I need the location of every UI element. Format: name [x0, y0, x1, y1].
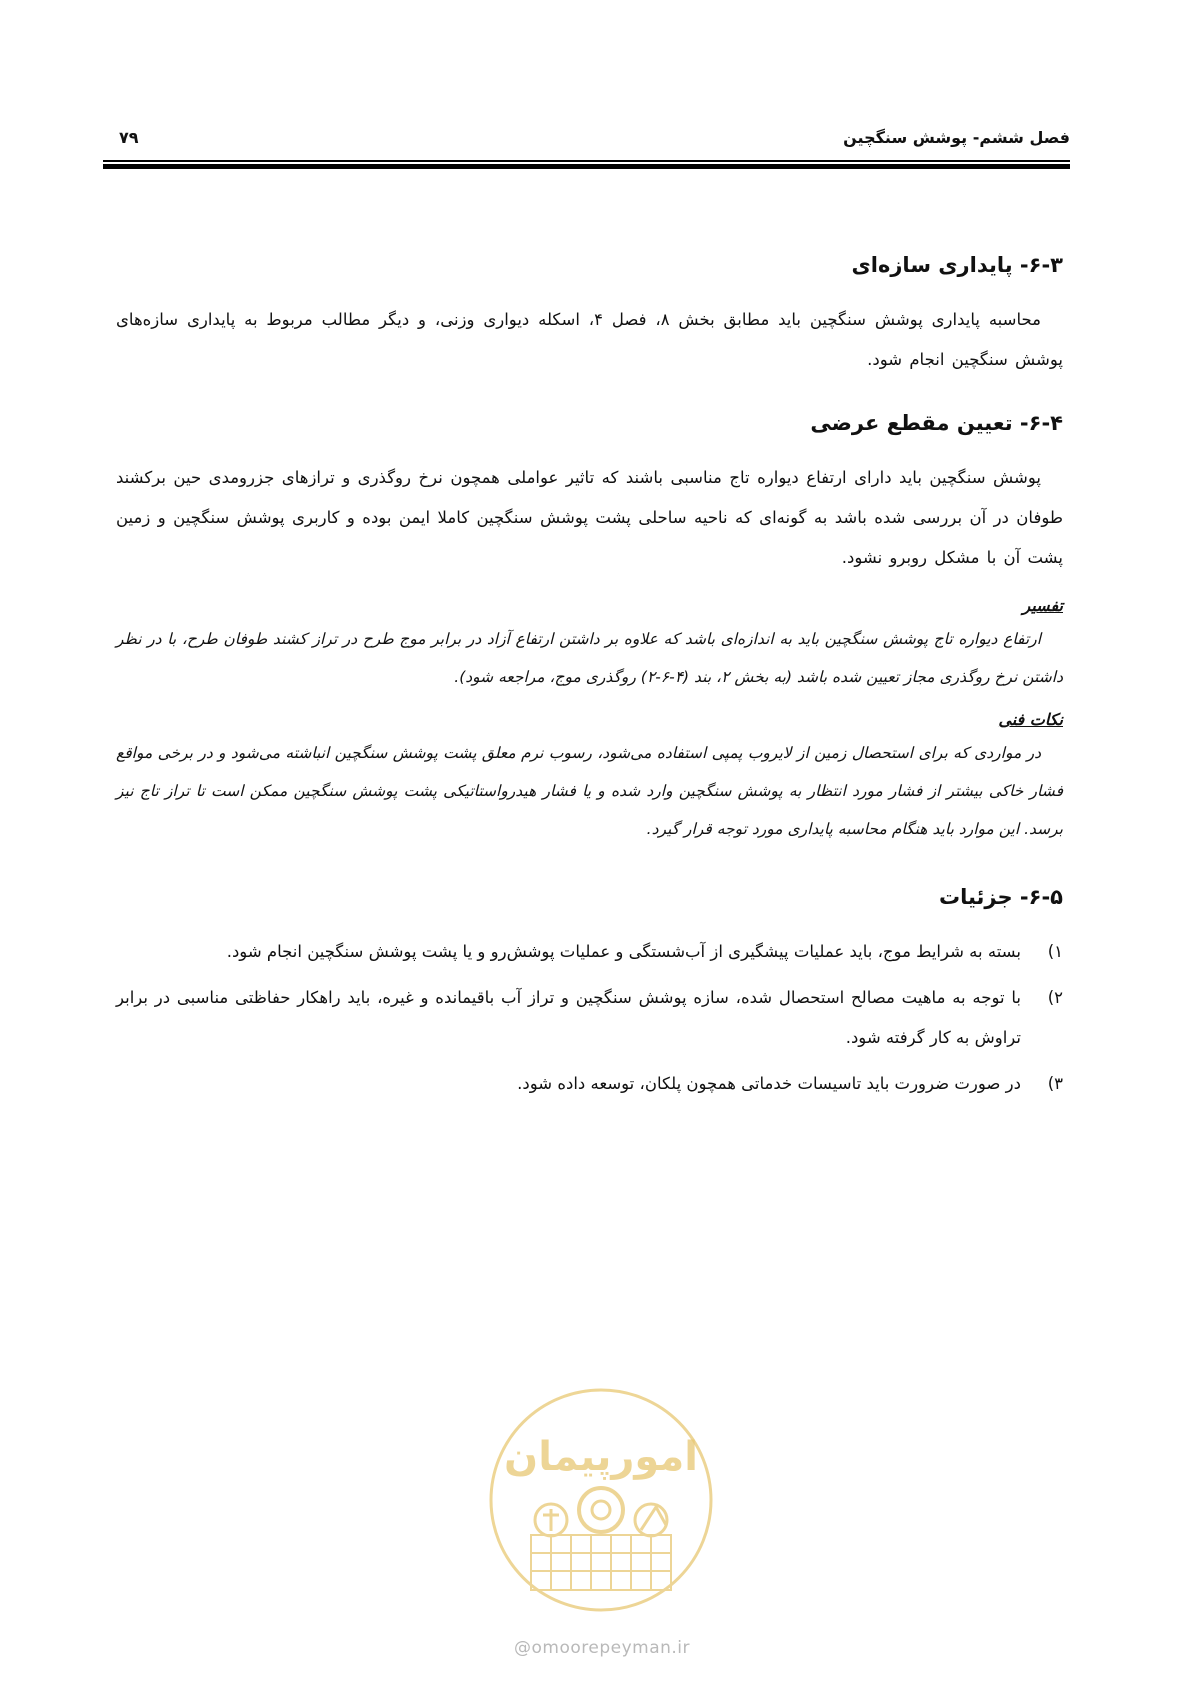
- watermark-logo: [486, 1385, 716, 1615]
- technical-notes-heading: نکات فنی: [998, 710, 1063, 729]
- paragraph-6-4: پوشش سنگچین باید دارای ارتفاع دیواره تاج مناسبی باشند که تاثیر عواملی همچون نرخ روگذری و ترازهای جزرومدی حین برکشند طوفان در آن بررسی شده باشد به گونه‌ای که ناحیه ساحلی پشت پوشش سنگچین کاملا ایمن بوده و کاربری پوشش سنگچین و زمین پشت آن با مشکل روبرو نشود.: [116, 468, 1063, 567]
- list-item-text: با توجه به ماهیت مصالح استحصال شده، سازه پوشش سنگچین و تراز آب باقیمانده و غیره، باید راهکار حفاظتی مناسبی در برابر تراوش به کار گرفته شود.: [116, 988, 1021, 1047]
- watermark-url: @omoorepeyman.ir: [513, 1638, 691, 1658]
- paragraph-6-3: محاسبه پایداری پوشش سنگچین باید مطابق بخش ۸، فصل ۴، اسکله دیواری وزنی، و دیگر مطالب مربوط به پایداری سازه‌های پوشش سنگچین انجام شود.: [116, 310, 1063, 369]
- running-header: [103, 128, 1070, 158]
- details-list: [116, 932, 1063, 1104]
- list-item: [116, 1064, 1063, 1104]
- section-heading-6-5: ۶-۵- جزئیات: [938, 885, 1063, 909]
- list-item: [116, 932, 1063, 972]
- list-item-number: ۱): [1047, 942, 1063, 961]
- watermark-logo-text: امورپیمان: [504, 1434, 698, 1480]
- interpretation-heading: تفسیر: [1022, 596, 1063, 615]
- page-number: ۷۹: [119, 128, 139, 147]
- header-rule-thick: [103, 164, 1070, 169]
- list-item-number: ۳): [1047, 1074, 1063, 1093]
- main-content: [116, 250, 1063, 1110]
- technical-notes-text: در مواردی که برای استحصال زمین از لایروب پمپی استفاده می‌شود، رسوب نرم معلق پشت پوشش سنگچین انباشته می‌شود و در برخی مواقع فشار خاکی بیشتر از فشار مورد انتظار به پوشش سنگچین وارد شده و یا فشار هیدرواستاتیکی پشت پوشش سنگچین ممکن است تا تراز تاج نیز برسد. این موارد باید هنگام محاسبه پایداری مورد توجه قرار گیرد.: [116, 744, 1063, 838]
- section-heading-6-3: ۶-۳- پایداری سازه‌ای: [851, 253, 1063, 277]
- section-heading-6-4: ۶-۴- تعیین مقطع عرضی: [810, 411, 1063, 435]
- list-item-text: بسته به شرایط موج، باید عملیات پیشگیری از آب‌شستگی و عملیات پوشش‌رو و یا پشت پوشش سنگچین انجام شود.: [226, 942, 1021, 961]
- chapter-title: فصل ششم- پوشش سنگچین: [843, 128, 1070, 147]
- header-rule-thin: [103, 160, 1070, 162]
- list-item: [116, 978, 1063, 1058]
- interpretation-text: ارتفاع دیواره تاج پوشش سنگچین باید به اندازه‌ای باشد که علاوه بر داشتن ارتفاع آزاد در برابر موج طرح در تراز کشند طوفان طرح، با در نظر داشتن نرخ روگذری مجاز تعیین شده باشد (به بخش ۲، بند (۴-۶-۲) روگذری موج، مراجعه شود).: [116, 630, 1063, 686]
- list-item-text: در صورت ضرورت باید تاسیسات خدماتی همچون پلکان، توسعه داده شود.: [517, 1074, 1021, 1093]
- list-item-number: ۲): [1047, 988, 1063, 1007]
